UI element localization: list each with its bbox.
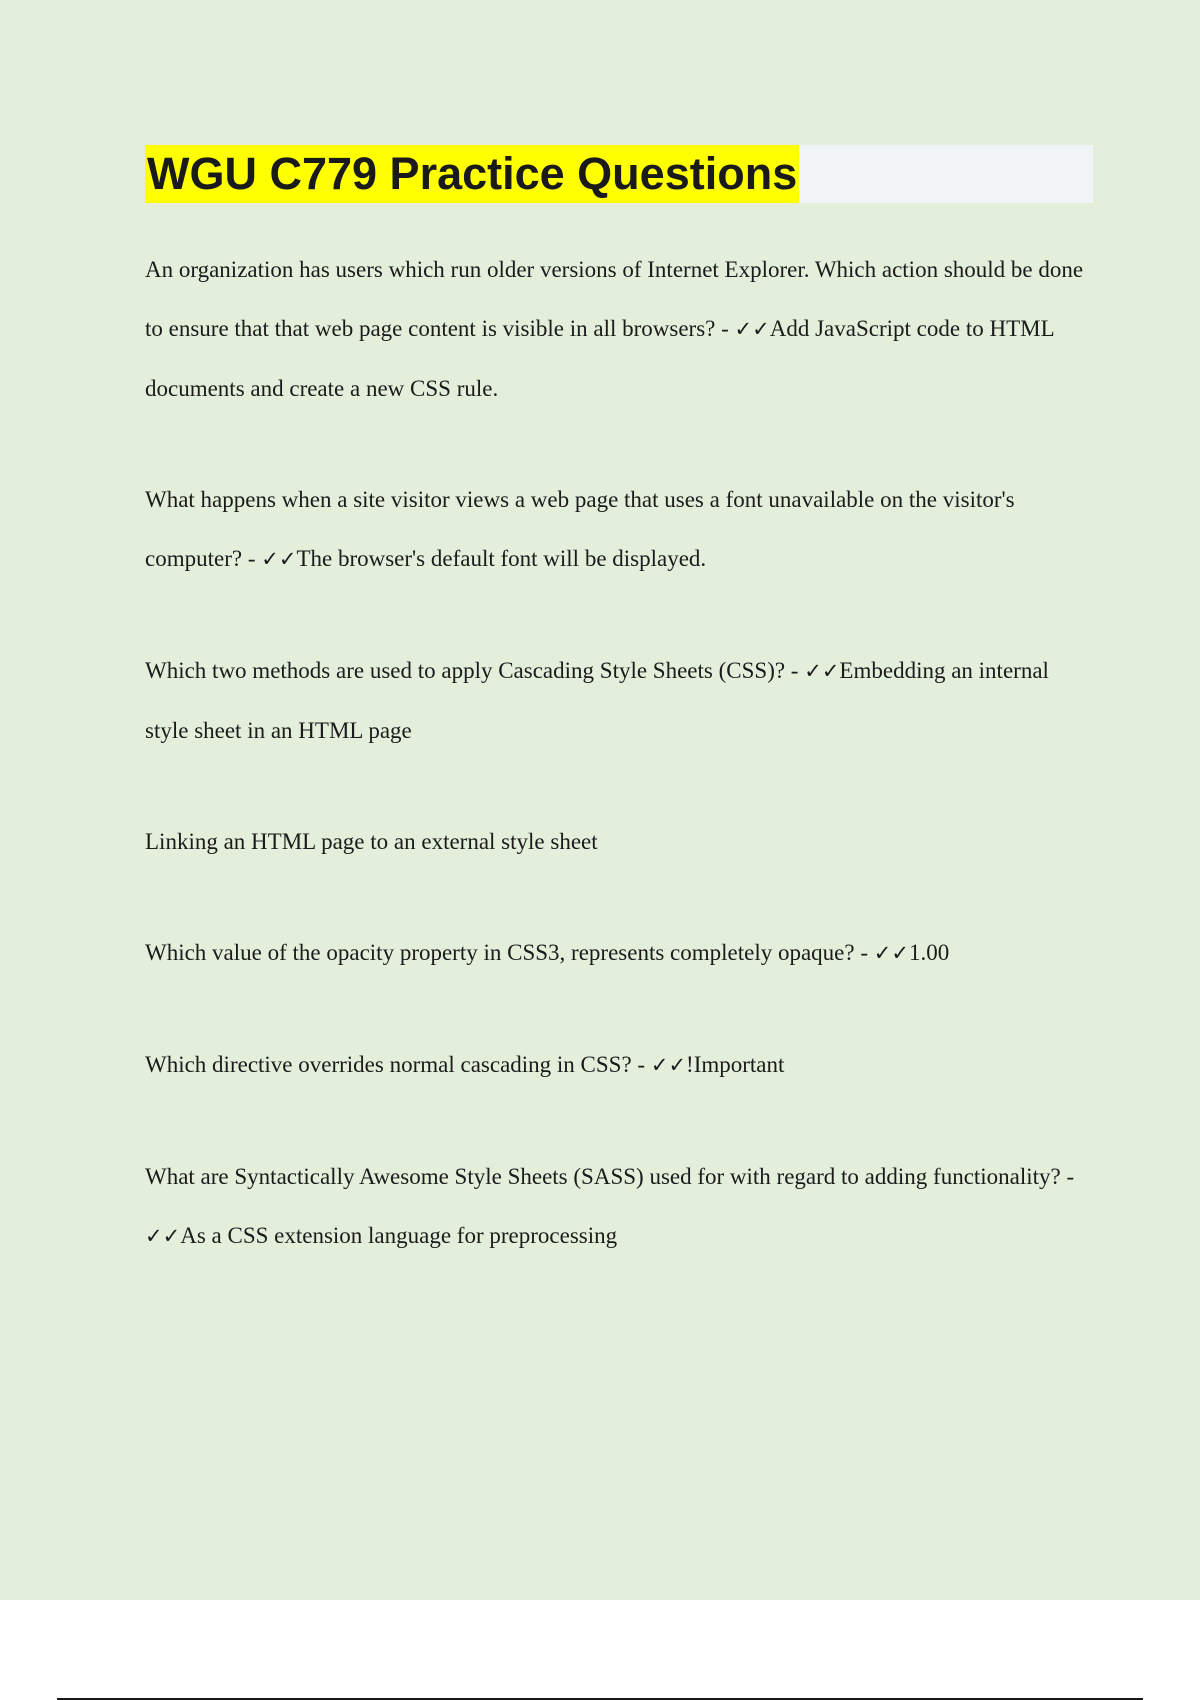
question-text: What happens when a site visitor views a web page that uses a font unavailable on the visitor's computer? - [145, 487, 1015, 571]
question-text: An organization has users which run older versions of Internet Explorer. Which action should be done to ensure that that web page content is visible in all browsers? - [145, 257, 1084, 341]
answer-text: As a CSS extension language for preprocessing [180, 1223, 618, 1248]
answer-continuation: Linking an HTML page to an external style sheet [145, 829, 598, 854]
double-check-icon: ✓✓ [734, 317, 770, 341]
double-check-icon: ✓✓ [804, 659, 840, 683]
double-check-icon: ✓✓ [873, 941, 909, 965]
double-check-icon: ✓✓ [650, 1053, 687, 1077]
question-text: Which value of the opacity property in CSS3, represents completely opaque? - [145, 940, 874, 965]
document-body [145, 240, 1090, 1266]
qa-item-1 [145, 240, 1090, 418]
answer-text: !Important [686, 1052, 785, 1077]
answer-text: Add JavaScript code to HTML documents and create a new CSS rule. [145, 316, 1054, 401]
answer-text: 1.00 [908, 940, 950, 965]
answer-text: The browser's default font will be displayed. [296, 546, 707, 571]
qa-item-6 [145, 1147, 1090, 1266]
document-title: WGU C779 Practice Questions [145, 145, 799, 203]
double-check-icon: ✓✓ [145, 1224, 181, 1248]
double-check-icon: ✓✓ [261, 547, 297, 571]
qa-item-3 [145, 641, 1090, 760]
question-text: What are Syntactically Awesome Style Sheets (SASS) used for with regard to adding functionality? - [145, 1164, 1075, 1189]
answer-text: Embedding an internal style sheet in an HTML page [145, 658, 1049, 743]
question-text: Which directive overrides normal cascading in CSS? - [145, 1052, 651, 1077]
qa-item-2 [145, 470, 1090, 589]
question-text: Which two methods are used to apply Cascading Style Sheets (CSS)? - [145, 658, 805, 683]
qa-item-5 [145, 1035, 1090, 1095]
qa-item-4 [145, 923, 1090, 983]
